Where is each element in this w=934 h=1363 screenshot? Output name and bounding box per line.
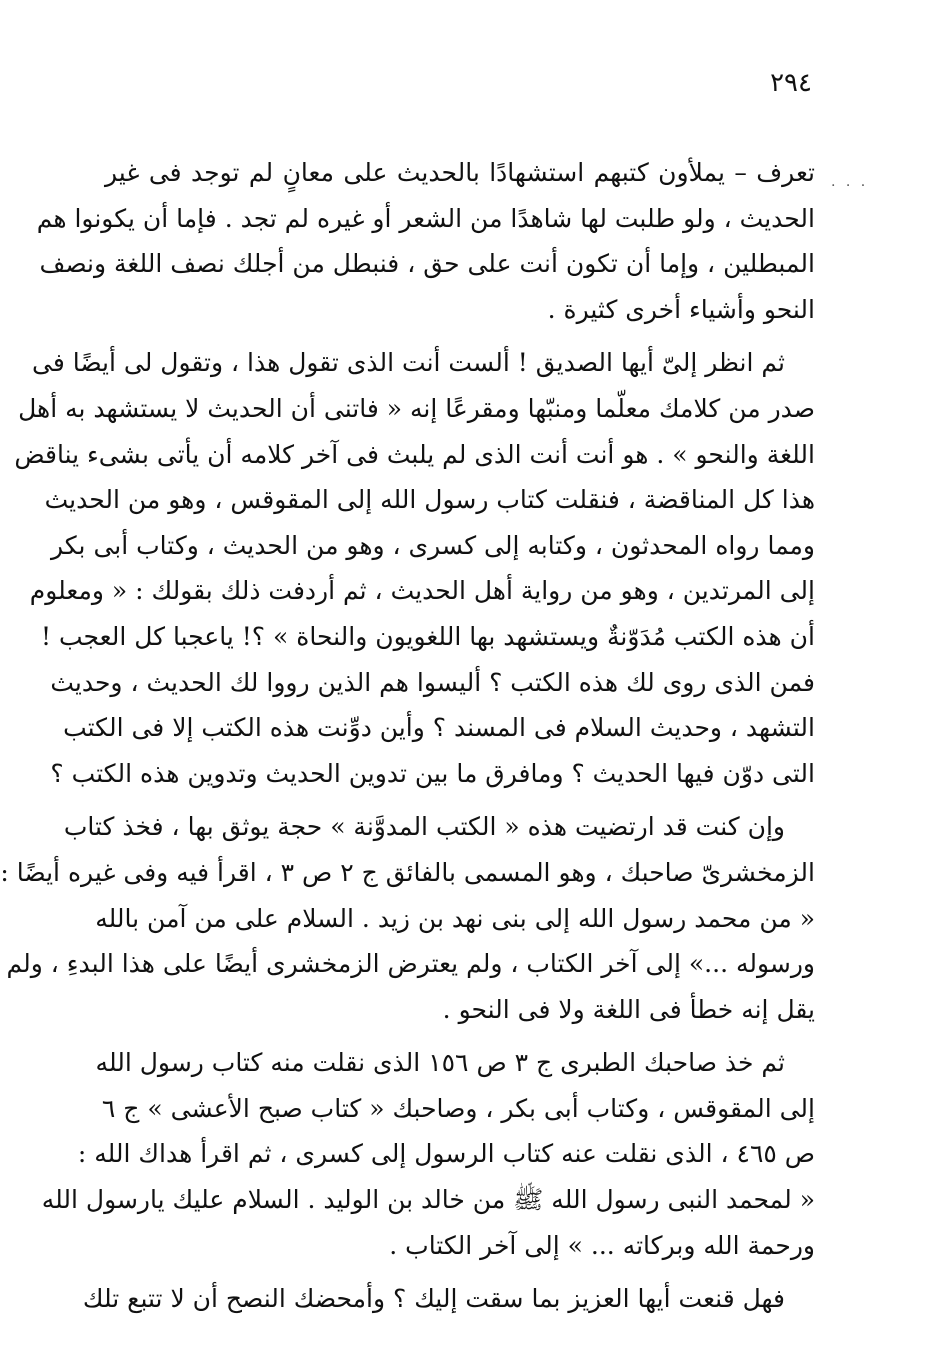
paragraph [82,1276,815,1322]
text-line: يقل إنه خطأ فى اللغة ولا فى النحو . [442,994,815,1024]
text-line: ثم خذ صاحبك الطبرى ج ٣ ص ١٥٦ الذى نقلت منه كتاب رسول الله [95,1048,785,1078]
text-line: التى دوّن فيها الحديث ؟ ومافرق ما بين تدوين الحديث وتدوين هذه الكتب ؟ [50,758,815,788]
text-line: « لمحمد النبى رسول الله ﷺ من خالد بن الوليد . السلام عليك يارسول الله [41,1185,815,1215]
text-line: ص ٤٦٥ ، الذى نقلت عنه كتاب الرسول إلى كسرى ، ثم اقرأ هداك الله : [77,1139,815,1169]
text-line: المبطلين ، وإما أن تكون أنت على حق ، فنبطل من أجلك نصف اللغة ونصف [39,249,815,279]
text-line: تعرف – يملأون كتبهم استشهادًا بالحديث على معانٍ لم توجد فى غير [105,158,815,187]
paragraph [0,804,815,1032]
text-line: ورسوله ...» إلى آخر الكتاب ، ولم يعترض الزمخشرى أيضًا على هذا البدءِ ، ولم [6,949,815,979]
page-number: ٢٩٤ [770,68,812,98]
text-line: إلى المرتدين ، وهو من رواية أهل الحديث ، ثم أردفت ذلك بقولك : « ومعلوم [29,576,815,606]
text-line: اللغة والنحو » . هو أنت أنت الذى لم يلبث فى آخر كلامه أن يأتى بشىء يناقض [14,439,815,469]
text-line: أن هذه الكتب مُدَوّنةٌ ويستشهد بها اللغويون والنحاة » ؟! ياعجبا كل العجب ! [40,621,815,651]
text-line: ورحمة الله وبركاته ... » إلى آخر الكتاب . [389,1230,815,1260]
text-line: النحو وأشياء أخرى كثيرة . [547,294,815,324]
text-line: الزمخشرىّ صاحبك ، وهو المسمى بالفائق ج ٢ ص ٣ ، اقرأ فيه وفى غيره أيضًا : [0,857,815,887]
text-line: إلى المقوقس ، وكتاب أبى بكر ، وصاحبك « كتاب صبح الأعشى » ج ٦ [101,1093,815,1123]
text-line: هذا كل المناقضة ، فنقلت كتاب رسول الله إلى المقوقس ، وهو من الحديث [44,485,815,515]
body-text [0,150,815,1330]
paragraph [41,1040,815,1268]
paragraph [14,340,815,796]
text-line: ومما رواه المحدثون ، وكتابه إلى كسرى ، وهو من الحديث ، وكتاب أبى بكر [50,530,815,560]
text-line: فمن الذى روى لك هذه الكتب ؟ أليسوا هم الذين رووا لك الحديث ، وحديث [50,667,815,697]
paragraph [36,150,815,332]
text-line: فهل قنعت أيها العزيز بما سقت إليك ؟ وأمحضك النصح أن لا تتبع تلك [82,1284,785,1314]
text-line: وإن كنت قد ارتضيت هذه « الكتب المدوَّنة » حجة يوثق بها ، فخذ كتاب [63,812,785,842]
text-line: صدر من كلامك معلّما ومنبّها ومقرعًا إنه « فاتنى أن الحديث لا يستشهد به أهل [18,393,815,423]
text-line: الحديث ، ولو طلبت لها شاهدًا من الشعر أو غيره لم تجد . فإما أن يكونوا هم [36,203,815,233]
text-line: ثم انظر إلىّ أيها الصديق ! ألست أنت الذى تقول هذا ، وتقول لى أيضًا فى [32,348,785,378]
text-line: « من محمد رسول الله إلى بنى نهد بن زيد . السلام على من آمن بالله [95,903,815,933]
margin-mark: . . . [831,174,869,190]
text-line: التشهد ، وحديث السلام فى المسند ؟ وأين دوِّنت هذه الكتب إلا فى الكتب [63,713,815,743]
